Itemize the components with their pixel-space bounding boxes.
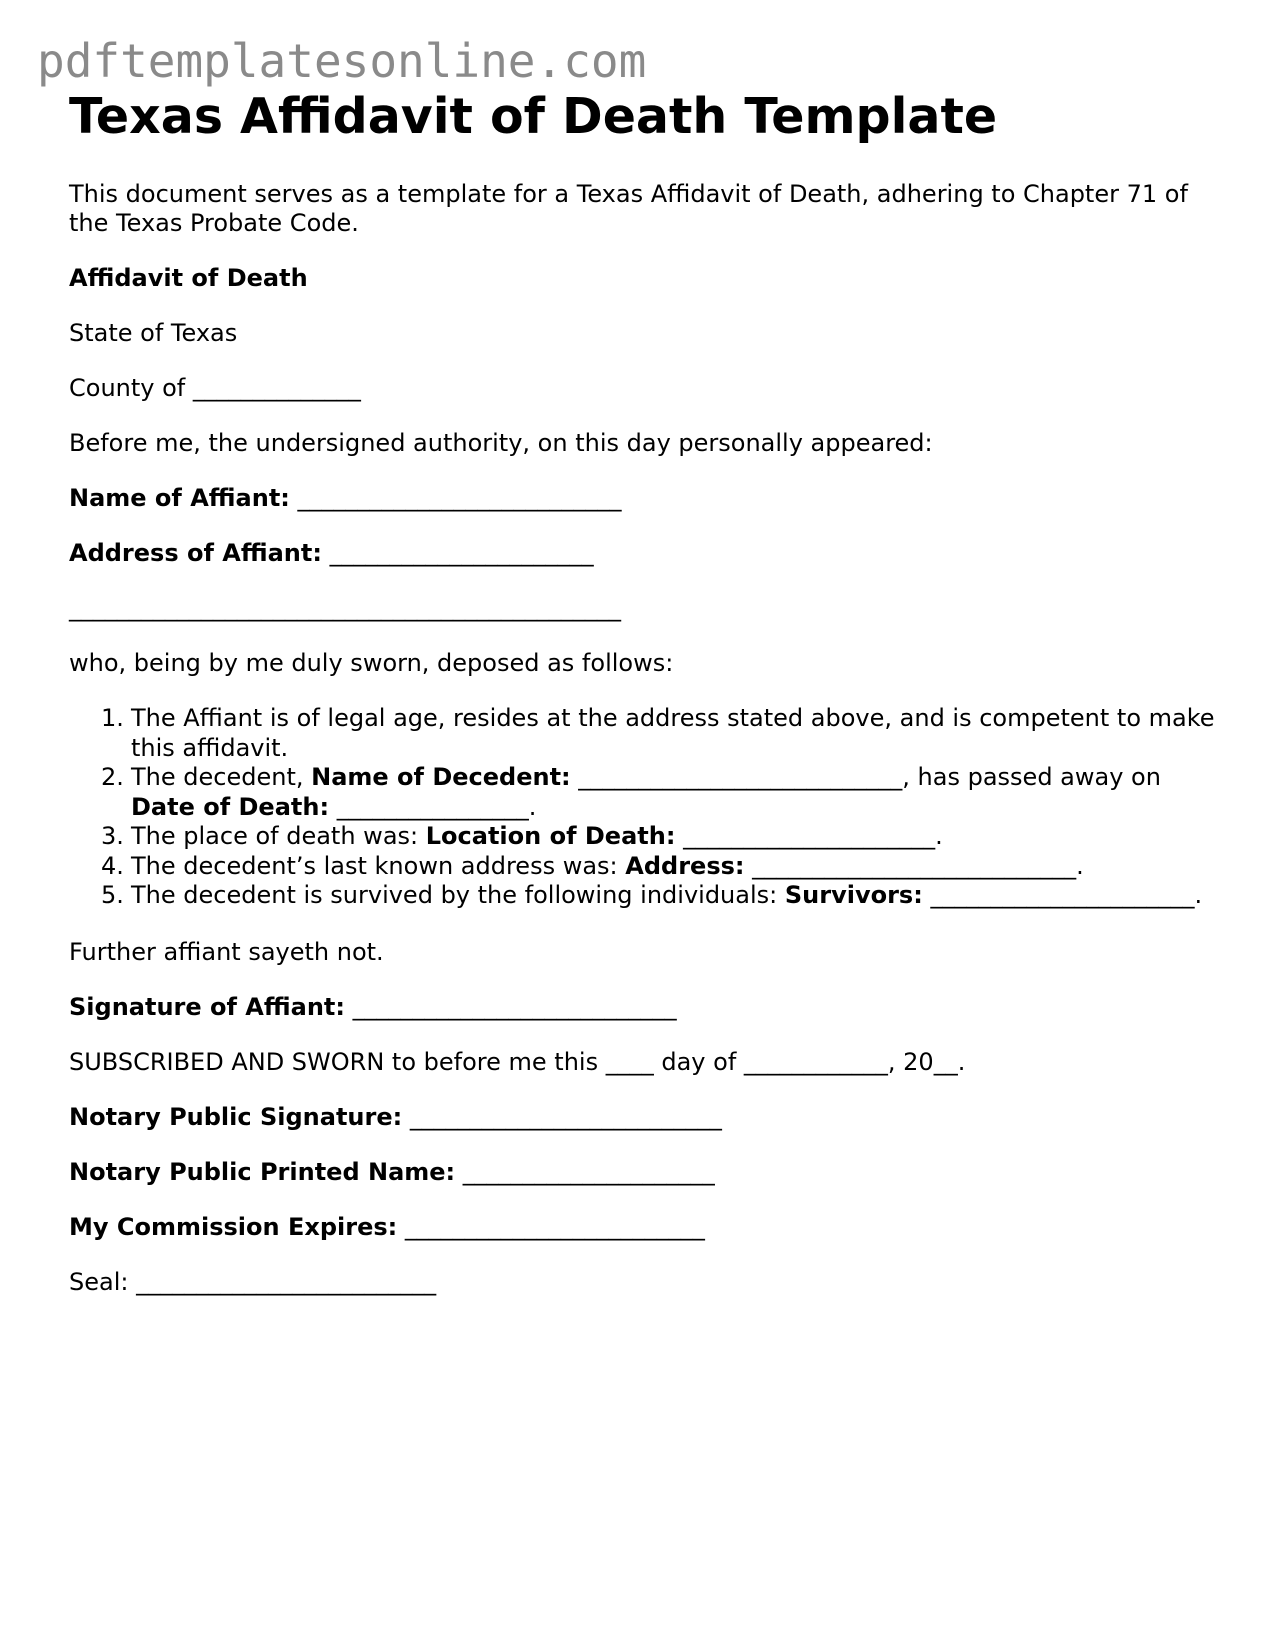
commission-field[interactable]: _________________________ xyxy=(404,1212,705,1241)
appeared-line: Before me, the undersigned authority, on this day personally appeared: xyxy=(69,429,933,457)
sworn-line: who, being by me duly sworn, deposed as follows: xyxy=(69,649,674,677)
item-text: , has passed away on xyxy=(902,763,1161,791)
section-heading: Affidavit of Death xyxy=(69,264,308,292)
commission-line xyxy=(69,1213,1219,1242)
list-item xyxy=(69,881,1219,911)
survivors-field[interactable]: ______________________ xyxy=(930,881,1195,909)
subscribed-line xyxy=(69,1048,1219,1077)
item-text: . xyxy=(528,792,537,821)
decedent-address-label: Address: xyxy=(625,851,745,880)
notary-signature-field[interactable]: __________________________ xyxy=(409,1102,722,1131)
notary-name-label: Notary Public Printed Name: xyxy=(69,1157,456,1186)
intro-paragraph: This document serves as a template for a Texas Affidavit of Death, adhering to Chapter 71 of the Texas Probate Code. xyxy=(69,180,1188,237)
affiant-address-continued-field[interactable]: ______________________________________________ xyxy=(69,594,621,622)
decedent-name-field[interactable]: ___________________________ xyxy=(578,763,903,791)
notary-signature-line xyxy=(69,1103,1219,1132)
day-field[interactable]: ____ xyxy=(605,1047,654,1076)
item-text: . xyxy=(1194,881,1203,909)
list-number: 1. xyxy=(101,704,124,732)
notary-signature-label: Notary Public Signature: xyxy=(69,1102,403,1131)
list-number: 3. xyxy=(101,822,124,850)
affiant-address-line xyxy=(69,539,1219,568)
notary-name-field[interactable]: _____________________ xyxy=(462,1157,715,1186)
list-number: 5. xyxy=(101,881,124,909)
signature-line xyxy=(69,993,1219,1022)
seal-field[interactable]: _________________________ xyxy=(136,1267,437,1296)
list-item xyxy=(69,704,1219,763)
state-line: State of Texas xyxy=(69,319,238,347)
signature-field[interactable]: ___________________________ xyxy=(352,992,677,1021)
item-text: The decedent is survived by the following individuals: xyxy=(131,881,778,909)
affiant-address-label: Address of Affiant: xyxy=(69,539,322,567)
statement-list xyxy=(69,704,1219,911)
county-label: County of xyxy=(69,374,186,402)
subscribed-text: . xyxy=(957,1047,966,1076)
signature-label: Signature of Affiant: xyxy=(69,992,345,1021)
location-of-death-label: Location of Death: xyxy=(425,822,676,850)
survivors-label: Survivors: xyxy=(784,881,923,909)
list-number: 2. xyxy=(101,763,124,791)
item-text: The decedent’s last known address was: xyxy=(131,851,618,880)
further-line: Further affiant sayeth not. xyxy=(69,937,384,966)
decedent-address-field[interactable]: ___________________________ xyxy=(752,851,1077,880)
subscribed-text: , 20 xyxy=(887,1047,934,1076)
affiant-name-line xyxy=(69,484,1219,513)
month-field[interactable]: ____________ xyxy=(743,1047,888,1076)
address-continued-line xyxy=(69,594,1219,623)
date-of-death-label: Date of Death: xyxy=(131,792,330,821)
list-number: 4. xyxy=(101,851,124,880)
list-item xyxy=(69,763,1219,822)
notary-name-line xyxy=(69,1158,1219,1187)
item-text: . xyxy=(935,822,943,850)
date-of-death-field[interactable]: ________________ xyxy=(336,792,529,821)
affiant-address-field[interactable]: ______________________ xyxy=(329,539,594,567)
county-field[interactable]: ______________ xyxy=(192,374,361,402)
item-text: The decedent, xyxy=(131,763,304,791)
location-of-death-field[interactable]: _____________________ xyxy=(683,822,936,850)
item-text: The Affiant is of legal age, resides at the address stated above, and is competent to make this affidavit. xyxy=(131,704,1215,762)
subscribed-text: SUBSCRIBED AND SWORN to before me this xyxy=(69,1047,599,1076)
subscribed-text: day of xyxy=(661,1047,737,1076)
item-text: The place of death was: xyxy=(131,822,419,850)
year-field[interactable]: __ xyxy=(933,1047,958,1076)
affiant-name-field[interactable]: ___________________________ xyxy=(297,484,622,512)
list-item xyxy=(69,852,1219,882)
page-title: Texas Affidavit of Death Template xyxy=(69,88,998,145)
county-line xyxy=(69,374,1219,403)
item-text: . xyxy=(1076,851,1084,880)
document-body xyxy=(69,88,1219,1323)
seal-label: Seal: xyxy=(69,1267,129,1296)
affiant-name-label: Name of Affiant: xyxy=(69,484,290,512)
list-item xyxy=(69,822,1219,852)
watermark: pdftemplatesonline.com xyxy=(37,34,647,88)
seal-line xyxy=(69,1268,1219,1297)
decedent-name-label: Name of Decedent: xyxy=(311,763,571,791)
commission-label: My Commission Expires: xyxy=(69,1212,398,1241)
